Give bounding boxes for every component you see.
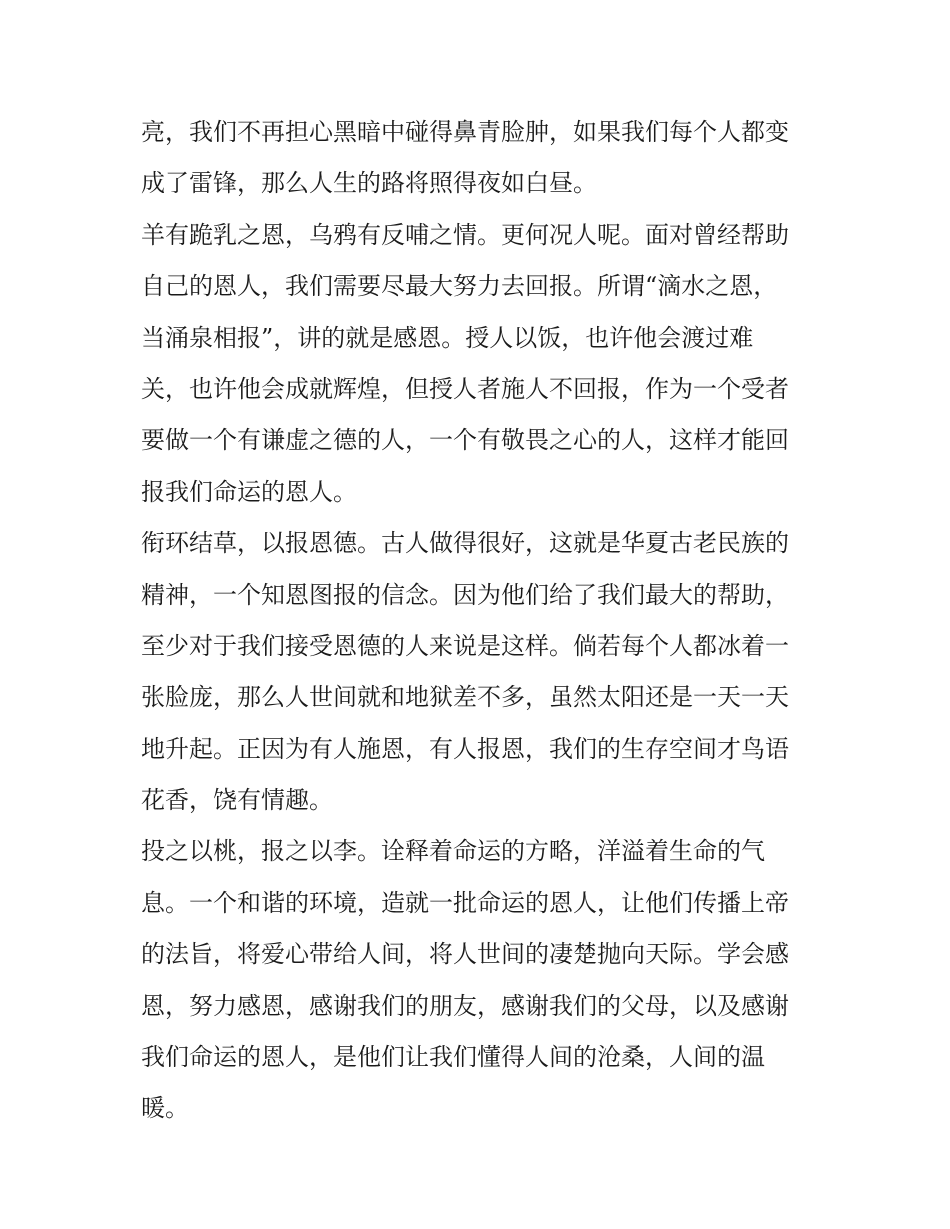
text-line: 报我们命运的恩人。 <box>141 477 357 506</box>
text-line: 精神，一个知恩图报的信念。因为他们给了我们最大的帮助， <box>141 580 789 609</box>
text-line: 投之以桃，报之以李。诠释着命运的方略，洋溢着生命的气 <box>141 837 765 866</box>
text-line: 关，也许他会成就辉煌，但授人者施人不回报，作为一个受者 <box>141 374 789 403</box>
text-line: 我们命运的恩人，是他们让我们懂得人间的沧桑，人间的温 <box>141 1043 765 1072</box>
text-line: 恩，努力感恩，感谢我们的朋友，感谢我们的父母，以及感谢 <box>141 991 789 1020</box>
text-line: 成了雷锋，那么人生的路将照得夜如白昼。 <box>141 169 597 198</box>
text-line: 的法旨，将爱心带给人间，将人世间的凄楚抛向天际。学会感 <box>141 940 789 969</box>
text-line: 亮，我们不再担心黑暗中碰得鼻青脸肿，如果我们每个人都变 <box>141 118 789 146</box>
body-text <box>141 107 821 1135</box>
text-line: 暖。 <box>141 1094 189 1123</box>
text-line: 息。一个和谐的环境，造就一批命运的恩人，让他们传播上帝 <box>141 888 789 917</box>
text-line: 自己的恩人，我们需要尽最大努力去回报。所谓“滴水之恩， <box>141 272 778 301</box>
text-line: 至少对于我们接受恩德的人来说是这样。倘若每个人都冰着一 <box>141 631 789 660</box>
text-line: 当涌泉相报”，讲的就是感恩。授人以饭，也许他会渡过难 <box>141 323 754 352</box>
text-line: 衔环结草，以报恩德。古人做得很好，这就是华夏古老民族的 <box>141 529 789 558</box>
text-line: 地升起。正因为有人施恩，有人报恩，我们的生存空间才鸟语 <box>141 734 789 763</box>
text-line: 羊有跪乳之恩，乌鸦有反哺之情。更何况人呢。面对曾经帮助 <box>141 220 789 249</box>
text-line: 要做一个有谦虚之德的人，一个有敬畏之心的人，这样才能回 <box>141 426 789 455</box>
text-line: 花香，饶有情趣。 <box>141 786 333 815</box>
text-line: 张脸庞，那么人世间就和地狱差不多，虽然太阳还是一天一天 <box>141 683 789 712</box>
